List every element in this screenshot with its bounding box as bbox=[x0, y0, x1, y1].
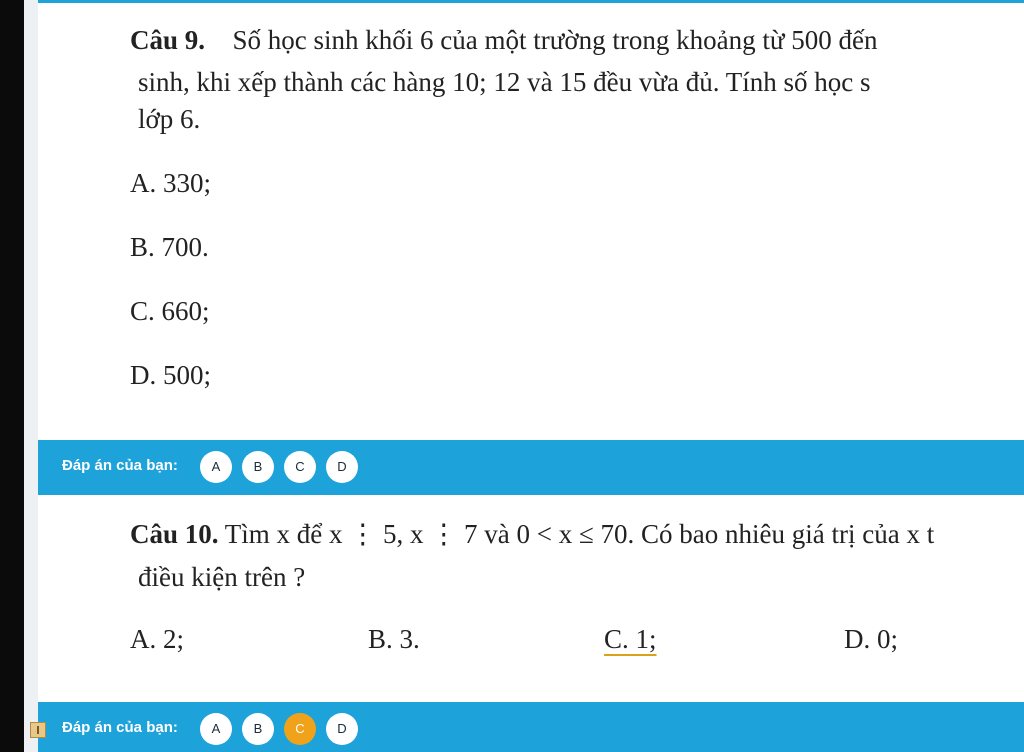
question-10-line-1 bbox=[130, 512, 934, 556]
answer-9-choice-a[interactable]: A bbox=[200, 451, 232, 483]
answer-10-choice-c[interactable]: C bbox=[284, 713, 316, 745]
answer-bar-question-10 bbox=[38, 702, 1024, 752]
question-9-option-a: A. 330; bbox=[130, 168, 211, 198]
answer-10-choice-a[interactable]: A bbox=[200, 713, 232, 745]
question-10-option-a: A. 2; bbox=[130, 624, 184, 654]
question-9-text-1: Số học sinh khối 6 của một trường trong khoảng từ 500 đến bbox=[232, 25, 878, 55]
answer-10-choice-b[interactable]: B bbox=[242, 713, 274, 745]
question-10-number: Câu 10. bbox=[130, 519, 219, 549]
question-9-number: Câu 9. bbox=[130, 25, 206, 55]
question-9-line-2: sinh, khi xếp thành các hàng 10; 12 và 15 đều vừa đủ. Tính số học s bbox=[138, 67, 871, 97]
answer-9-choice-d[interactable]: D bbox=[326, 451, 358, 483]
left-gutter bbox=[24, 0, 38, 752]
top-accent-line bbox=[38, 0, 1024, 3]
answer-10-choice-d[interactable]: D bbox=[326, 713, 358, 745]
question-9-line-1 bbox=[130, 18, 878, 62]
question-10-text-1: Tìm x để x ⋮ 5, x ⋮ 7 và 0 < x ≤ 70. Có bao nhiêu giá trị của x t bbox=[224, 519, 935, 549]
question-10-option-d: D. 0; bbox=[844, 624, 898, 654]
bookmark-icon[interactable] bbox=[30, 722, 46, 738]
question-9-option-c: C. 660; bbox=[130, 296, 210, 326]
left-edge-bar bbox=[0, 0, 24, 752]
question-10-line-2: điều kiện trên ? bbox=[138, 562, 306, 592]
answer-9-choice-b[interactable]: B bbox=[242, 451, 274, 483]
answer-9-choice-c[interactable]: C bbox=[284, 451, 316, 483]
question-10-option-c: C. 1; bbox=[604, 624, 657, 654]
answer-label: Đáp án của bạn: bbox=[62, 457, 178, 474]
question-9-option-d: D. 500; bbox=[130, 360, 211, 390]
question-10-option-b: B. 3. bbox=[368, 624, 420, 654]
question-9-option-b: B. 700. bbox=[130, 232, 209, 262]
answer-bar-question-9 bbox=[38, 440, 1024, 495]
answer-label: Đáp án của bạn: bbox=[62, 719, 178, 736]
question-9-line-3: lớp 6. bbox=[138, 104, 201, 134]
